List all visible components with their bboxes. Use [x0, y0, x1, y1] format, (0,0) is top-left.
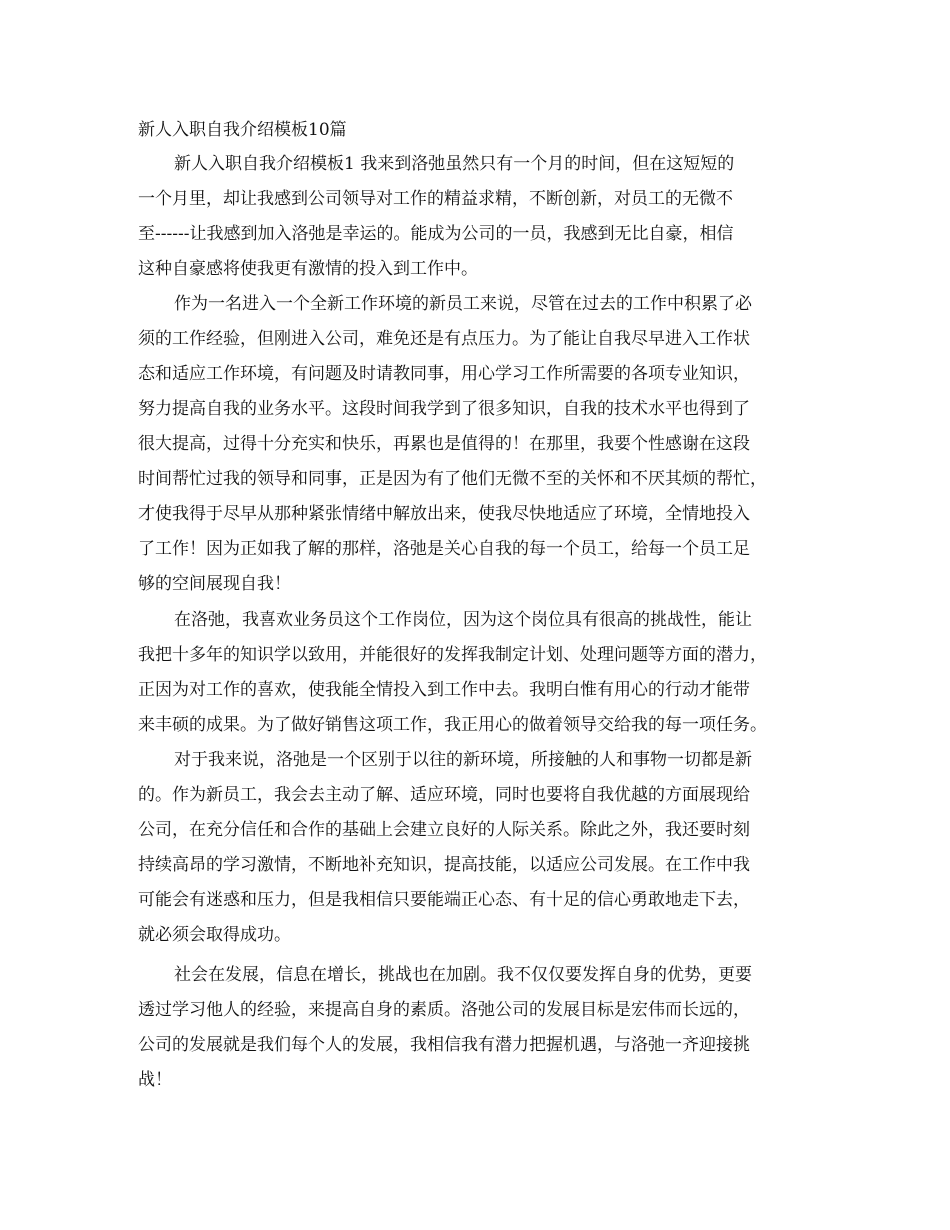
- paragraph-1-line-1: 新人入职自我介绍模板1 我来到洛弛虽然只有一个月的时间，但在这短短的: [174, 154, 735, 174]
- paragraph-1-line-2: 一个月里，却让我感到公司领导对工作的精益求精，不断创新，对员工的无微不: [138, 189, 733, 209]
- paragraph-5-line-3: 公司的发展就是我们每个人的发展，我相信我有潜力把握机遇，与洛弛一齐迎接挑: [138, 1035, 750, 1055]
- paragraph-2-line-9: 够的空间展现自我！: [138, 574, 291, 594]
- paragraph-1-line-3: 至------让我感到加入洛弛是幸运的。能成为公司的一员，我感到无比自豪，相信: [138, 224, 734, 244]
- paragraph-2-line-1: 作为一名进入一个全新工作环境的新员工来说，尽管在过去的工作中积累了必: [174, 294, 752, 314]
- paragraph-3-line-1: 在洛弛，我喜欢业务员这个工作岗位，因为这个岗位具有很高的挑战性，能让: [174, 610, 752, 630]
- paragraph-2-line-3: 态和适应工作环境，有问题及时请教同事，用心学习工作所需要的各项专业知识，: [138, 364, 750, 384]
- paragraph-4-line-5: 可能会有迷惑和压力，但是我相信只要能端正心态、有十足的信心勇敢地走下去，: [138, 890, 750, 910]
- paragraph-2-line-6: 时间帮忙过我的领导和同事，正是因为有了他们无微不至的关怀和不厌其烦的帮忙，: [138, 469, 767, 489]
- paragraph-2-line-7: 才使我得于尽早从那种紧张情绪中解放出来，使我尽快地适应了环境，全情地投入: [138, 504, 750, 524]
- paragraph-4-line-2: 的。作为新员工，我会去主动了解、适应环境，同时也要将自我优越的方面展现给: [138, 785, 750, 805]
- paragraph-5-line-4: 战！: [138, 1070, 172, 1090]
- paragraph-3-line-3: 正因为对工作的喜欢，使我能全情投入到工作中去。我明白惟有用心的行动才能带: [138, 680, 750, 700]
- paragraph-1-line-4: 这种自豪感将使我更有激情的投入到工作中。: [138, 259, 478, 279]
- paragraph-4-line-6: 就必须会取得成功。: [138, 925, 291, 945]
- document-title: 新人入职自我介绍模板10篇: [138, 120, 347, 140]
- paragraph-4-line-1: 对于我来说，洛弛是一个区别于以往的新环境，所接触的人和事物一切都是新: [174, 750, 752, 770]
- paragraph-4-line-4: 持续高昂的学习激情，不断地补充知识，提高技能，以适应公司发展。在工作中我: [138, 855, 750, 875]
- paragraph-2-line-8: 了工作！因为正如我了解的那样，洛弛是关心自我的每一个员工，给每一个员工足: [138, 539, 750, 559]
- paragraph-3-line-4: 来丰硕的成果。为了做好销售这项工作，我正用心的做着领导交给我的每一项任务。: [138, 715, 767, 735]
- paragraph-4-line-3: 公司，在充分信任和合作的基础上会建立良好的人际关系。除此之外，我还要时刻: [138, 820, 750, 840]
- paragraph-3-line-2: 我把十多年的知识学以致用，并能很好的发挥我制定计划、处理问题等方面的潜力，: [138, 645, 767, 665]
- paragraph-5-line-2: 透过学习他人的经验，来提高自身的素质。洛弛公司的发展目标是宏伟而长远的，: [138, 1000, 750, 1020]
- paragraph-5-line-1: 社会在发展，信息在增长，挑战也在加剧。我不仅仅要发挥自身的优势，更要: [174, 965, 752, 985]
- paragraph-2-line-2: 须的工作经验，但刚进入公司，难免还是有点压力。为了能让自我尽早进入工作状: [138, 329, 750, 349]
- paragraph-2-line-4: 努力提高自我的业务水平。这段时间我学到了很多知识，自我的技术水平也得到了: [138, 399, 750, 419]
- paragraph-2-line-5: 很大提高，过得十分充实和快乐，再累也是值得的！在那里，我要个性感谢在这段: [138, 434, 750, 454]
